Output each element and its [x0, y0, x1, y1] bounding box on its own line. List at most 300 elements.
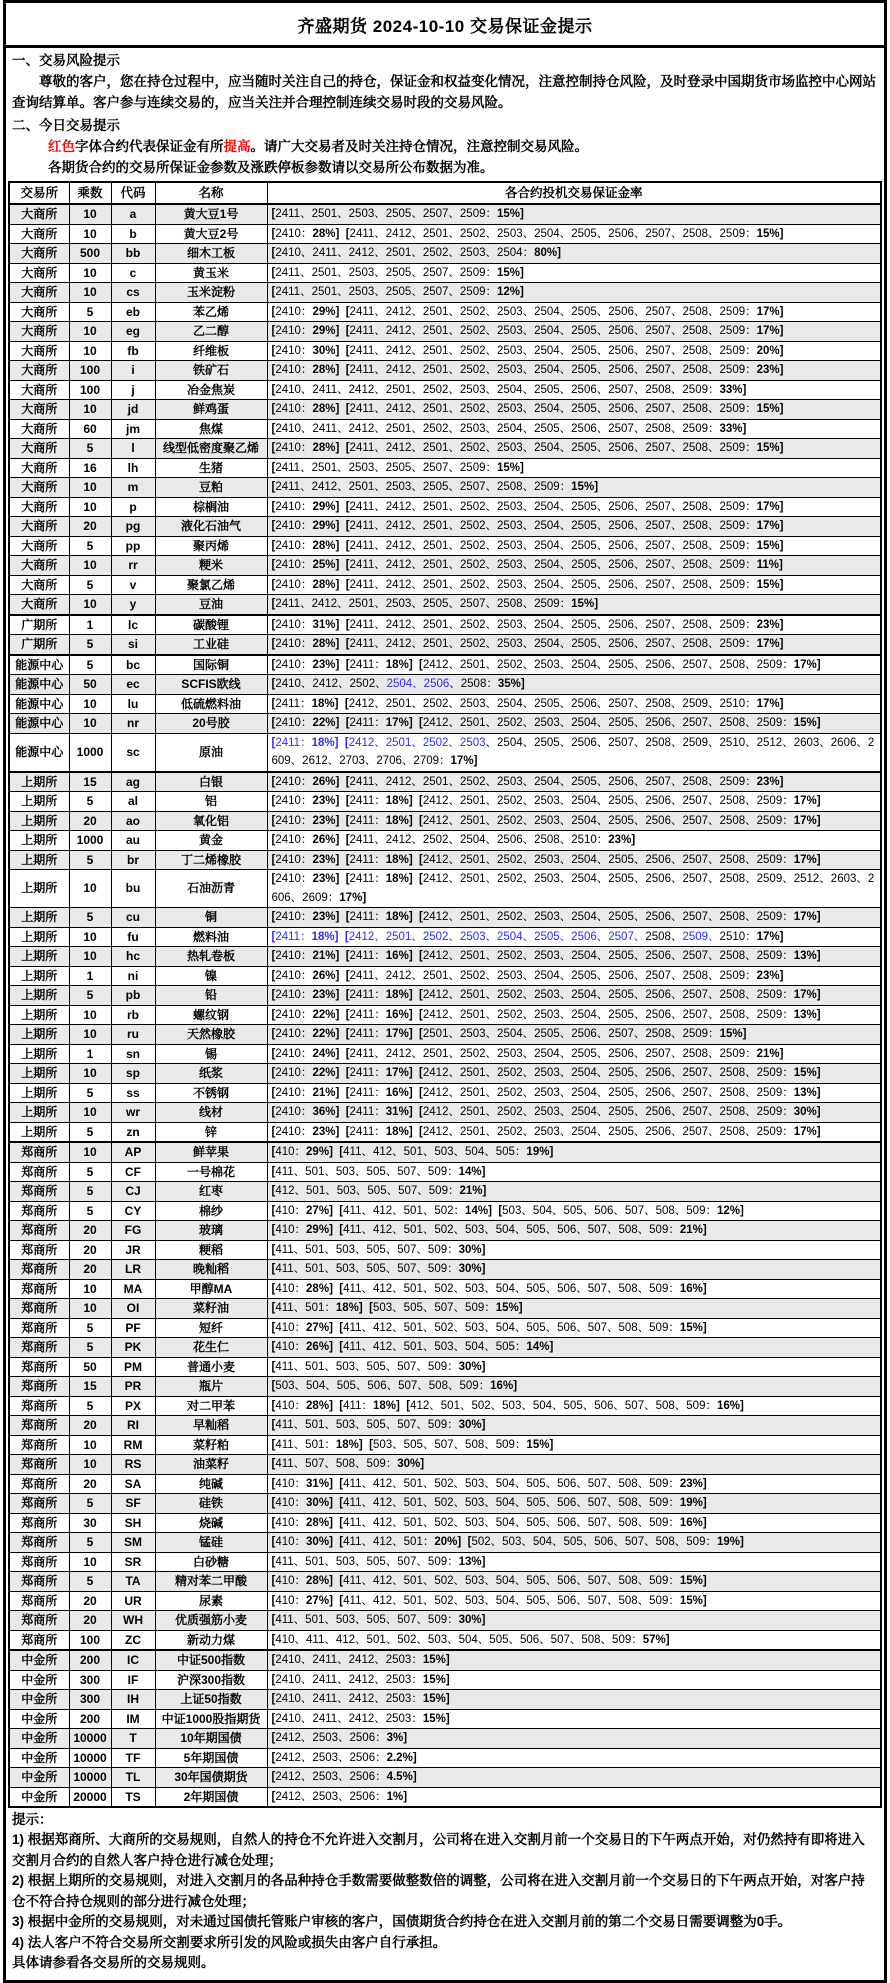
table-row — [9, 694, 881, 714]
code-cell: T — [111, 1729, 155, 1749]
name-cell: 乙二醇 — [155, 322, 267, 342]
table-row — [9, 478, 881, 498]
close-bracket: ] — [335, 717, 340, 729]
code-cell: pb — [111, 986, 155, 1006]
margin-percentage: 15% — [756, 539, 780, 552]
name-cell: 2年期国债 — [155, 1787, 267, 1807]
open-bracket: [ — [271, 461, 276, 474]
margin-percentage: 18% — [311, 697, 335, 710]
table-row — [9, 458, 881, 478]
margin-percentage: 30% — [458, 1614, 482, 1626]
margin-percentage: 17% — [339, 891, 363, 904]
close-bracket: ] — [520, 266, 524, 279]
exchange-cell: 能源中心 — [9, 655, 69, 675]
contract-months: 2412、2503、2506： — [275, 1732, 387, 1744]
margin-percentage: 15% — [422, 1673, 446, 1686]
colon: ： — [439, 755, 451, 767]
code-cell: au — [111, 831, 155, 851]
close-bracket: ] — [335, 559, 340, 571]
table-row — [9, 302, 881, 322]
name-cell: 铜 — [155, 908, 267, 928]
code-cell: OI — [111, 1299, 155, 1319]
exchange-cell: 上期所 — [9, 811, 69, 831]
name-cell: 纤维板 — [155, 341, 267, 361]
table-row — [9, 927, 881, 947]
colon: ： — [486, 678, 498, 690]
open-bracket: [ — [345, 1067, 350, 1079]
contract-months: 2410： — [275, 853, 313, 866]
margin-cell — [267, 635, 881, 655]
close-bracket: ] — [334, 697, 339, 710]
name-cell: 原油 — [155, 733, 267, 772]
exchange-cell: 大商所 — [9, 439, 69, 459]
code-cell: JR — [111, 1240, 155, 1260]
close-bracket: ] — [335, 500, 340, 513]
multiplier-cell: 20 — [69, 1260, 111, 1280]
open-bracket: [ — [271, 539, 276, 552]
contract-months: 410： — [275, 1321, 307, 1334]
name-cell: 铝 — [155, 792, 267, 812]
contract-months: 410： — [275, 1282, 307, 1295]
open-bracket: [ — [271, 1751, 276, 1764]
open-bracket: [ — [339, 1282, 344, 1295]
table-row — [9, 419, 881, 439]
open-bracket: [ — [271, 638, 276, 650]
multiplier-cell: 300 — [69, 1670, 111, 1690]
contract-months: 410： — [275, 1536, 307, 1548]
table-row — [9, 1396, 881, 1416]
close-bracket: ] — [702, 1516, 707, 1529]
open-bracket: [ — [419, 814, 423, 827]
table-row — [9, 831, 881, 851]
close-bracket: ] — [549, 1341, 554, 1353]
contract-months: 2410： — [275, 814, 313, 827]
code-cell: bc — [111, 655, 155, 675]
close-bracket: ] — [329, 1282, 333, 1295]
table-row — [9, 1240, 881, 1260]
open-bracket: [ — [271, 1263, 276, 1275]
contract-months: 2411、2412、2501、2503、2505、2507、2508、2509： — [275, 598, 572, 610]
close-bracket: ] — [408, 989, 413, 1001]
multiplier-cell: 10 — [69, 1103, 111, 1123]
table-row — [9, 1630, 881, 1650]
multiplier-cell: 200 — [69, 1650, 111, 1670]
open-bracket: [ — [271, 1282, 276, 1295]
margin-percentage: 29% — [312, 520, 336, 532]
margin-percentage: 23% — [312, 658, 336, 671]
open-bracket: [ — [271, 618, 276, 631]
margin-percentage: 18% — [385, 853, 409, 866]
margin-cell — [267, 478, 881, 498]
close-bracket: ] — [779, 638, 784, 650]
table-row — [9, 850, 881, 870]
note-item: 1) 根据郑商所、大商所的交易规则，自然人的持仓不允许进入交割月，公司将在进入交割月前一个交易日的下午两点开始，对仍然持有即将进入交割月合约的自然人客户持仓进行减仓处理； — [12, 1832, 865, 1868]
multiplier-cell: 10000 — [69, 1768, 111, 1788]
open-bracket: [ — [271, 1028, 276, 1040]
open-bracket: [ — [345, 305, 350, 318]
contract-months: 2410： — [275, 775, 313, 788]
exchange-cell: 郑商所 — [9, 1162, 69, 1182]
contract-months: 2410、2411、2412、2501、2502、2503、2504： — [275, 247, 535, 259]
contract-months: 2411、2412、2501、2502、2503、2504、2505、2506、2507、2508、2509： — [349, 775, 757, 788]
name-cell: 冶金焦炭 — [155, 380, 267, 400]
multiplier-cell: 5 — [69, 536, 111, 556]
open-bracket: [ — [271, 1516, 276, 1529]
code-cell: hc — [111, 947, 155, 967]
open-bracket: [ — [369, 1302, 373, 1314]
close-bracket: ] — [335, 658, 340, 671]
exchange-cell: 郑商所 — [9, 1201, 69, 1221]
contract-months: 2411： — [275, 736, 312, 749]
contract-months: 410： — [275, 1477, 307, 1490]
table-row — [9, 1768, 881, 1788]
margin-percentage: 2.2% — [386, 1751, 413, 1764]
margin-percentage: 18% — [385, 1125, 409, 1138]
open-bracket: [ — [271, 1399, 276, 1412]
contract-months: 2410： — [275, 969, 313, 982]
contract-months: 2412、2501、2502、2503、2504、2505、2506、2507、2508、2509、2510： — [348, 697, 757, 710]
margin-cell — [267, 517, 881, 537]
multiplier-cell: 5 — [69, 1201, 111, 1221]
open-bracket: [ — [271, 1243, 276, 1256]
contract-months: 410： — [275, 1497, 307, 1509]
note-item: 2) 根据上期所的交易规则，对进入交割月的各品种持仓手数需要做整数倍的调整，公司将在进入交割月前一个交易日的下午两点开始，对客户持仓不符合持仓规则的部分进行减仓处理； — [12, 1873, 865, 1909]
contract-months: 2410、2411、2412、2503： — [275, 1693, 423, 1705]
close-bracket: ] — [779, 559, 783, 571]
multiplier-cell: 16 — [69, 458, 111, 478]
exchange-cell: 大商所 — [9, 341, 69, 361]
open-bracket: [ — [345, 559, 350, 571]
code-cell: i — [111, 361, 155, 381]
close-bracket: ] — [779, 305, 784, 318]
close-bracket: ] — [742, 422, 747, 435]
open-bracket: [ — [419, 853, 423, 866]
close-bracket: ] — [816, 1008, 821, 1021]
margin-cell — [267, 302, 881, 322]
close-bracket: ] — [779, 969, 784, 982]
open-bracket: [ — [345, 658, 350, 671]
code-cell: IH — [111, 1690, 155, 1710]
multiplier-cell: 10 — [69, 595, 111, 615]
close-bracket: ] — [779, 325, 784, 337]
multiplier-cell: 10 — [69, 1064, 111, 1084]
name-cell: 镍 — [155, 966, 267, 986]
contract-months: 411、412、501、502、503、504、505、506、507、508、509： — [343, 1516, 680, 1529]
contract-months: 2411： — [349, 853, 386, 866]
margin-cell — [267, 1416, 881, 1436]
exchange-cell: 能源中心 — [9, 675, 69, 695]
code-cell: pp — [111, 536, 155, 556]
contract-months: 411、412、501、502、503、504、505、506、507、508、509： — [343, 1321, 680, 1334]
close-bracket: ] — [481, 1243, 486, 1256]
open-bracket: [ — [419, 989, 423, 1001]
close-bracket: ] — [335, 227, 340, 240]
header-name: 名称 — [155, 182, 267, 204]
table-row — [9, 1572, 881, 1592]
table-row — [9, 361, 881, 381]
open-bracket: [ — [498, 1204, 503, 1217]
contract-months: 2412、2501、2502、2503、2504、2505、2506、2507、2508、2509： — [422, 717, 794, 729]
contract-months: 2410： — [275, 1008, 313, 1021]
close-bracket: ] — [481, 1614, 486, 1626]
name-cell: 线型低密度聚乙烯 — [155, 439, 267, 459]
table-row — [9, 870, 881, 908]
close-bracket: ] — [335, 539, 340, 552]
contract-months: 2412、2503、2506： — [275, 1771, 387, 1783]
code-cell: lu — [111, 694, 155, 714]
margin-cell — [267, 772, 881, 792]
table-row — [9, 1142, 881, 1162]
code-cell: bu — [111, 870, 155, 908]
margin-percentage: 21% — [312, 950, 336, 962]
exchange-cell: 郑商所 — [9, 1142, 69, 1162]
table-row — [9, 1064, 881, 1084]
contract-months: 410： — [275, 1146, 307, 1158]
close-bracket: ] — [702, 1594, 707, 1607]
margin-percentage: 15% — [526, 1438, 550, 1451]
contract-months: 2411： — [349, 1125, 386, 1138]
contract-months: 2411、2412、2501、2502、2503、2504、2505、2506、2507、2508、2509： — [349, 539, 757, 552]
margin-percentage: 16% — [385, 1008, 409, 1021]
open-bracket: [ — [271, 1614, 276, 1626]
close-bracket: ] — [740, 1204, 744, 1217]
margin-percentage: 30% — [458, 1360, 482, 1373]
contract-months: 2411、2412、2501、2502、2503、2504、2505、2506、2507、2508、2509： — [349, 344, 757, 357]
margin-percentage: 17% — [793, 795, 817, 807]
name-cell: 5年期国债 — [155, 1748, 267, 1768]
open-bracket: [ — [339, 1146, 344, 1158]
code-cell: TF — [111, 1748, 155, 1768]
contract-months: 2412、2501、2502、2503、2504、2505、2506、2507、2508、2509： — [422, 853, 794, 866]
open-bracket: [ — [271, 1497, 276, 1509]
table-row — [9, 1182, 881, 1202]
table-row — [9, 1591, 881, 1611]
close-bracket: ] — [335, 834, 340, 846]
multiplier-cell: 20 — [69, 1240, 111, 1260]
multiplier-cell: 10 — [69, 322, 111, 342]
open-bracket: [ — [345, 1008, 350, 1021]
margin-percentage: 19% — [716, 1536, 740, 1548]
margin-cell — [267, 1260, 881, 1280]
code-cell: jm — [111, 419, 155, 439]
table-row — [9, 536, 881, 556]
margin-percentage: 17% — [385, 717, 409, 729]
open-bracket: [ — [345, 638, 350, 650]
close-bracket: ] — [335, 1008, 340, 1021]
multiplier-cell: 5 — [69, 1318, 111, 1338]
contract-months: 411、501： — [275, 1302, 336, 1314]
close-bracket: ] — [513, 1380, 518, 1392]
margin-percentage: 28% — [312, 442, 336, 454]
close-bracket: ] — [329, 1516, 333, 1529]
margin-percentage: 18% — [385, 658, 409, 671]
contract-months: 2411、2412、2501、2502、2503、2504、2505、2506、2507、2508、2509： — [349, 618, 757, 631]
margin-percentage: 4.5% — [386, 1771, 413, 1783]
contract-months: 2410、2412、2502、 — [275, 678, 387, 690]
open-bracket: [ — [271, 1575, 276, 1587]
exchange-cell: 大商所 — [9, 419, 69, 439]
name-cell: 白银 — [155, 772, 267, 792]
exchange-cell: 上期所 — [9, 927, 69, 947]
margin-cell — [267, 595, 881, 615]
colon: ： — [745, 930, 757, 943]
contract-months: 2411、2412、2501、2502、2503、2504、2505、2506、2507、2508、2509： — [349, 559, 757, 571]
table-row — [9, 1435, 881, 1455]
margin-percentage: 33% — [719, 383, 743, 396]
contract-months: 2411： — [349, 1086, 386, 1099]
table-row — [9, 1729, 881, 1749]
notice-text: 字体合约代表保证金有所 — [75, 139, 224, 154]
margin-cell — [267, 1064, 881, 1084]
open-bracket: [ — [271, 1321, 276, 1334]
margin-cell — [267, 655, 881, 675]
contract-months: 411、412、501、502、503、504、505、506、507、508、509： — [343, 1477, 680, 1490]
margin-cell — [267, 1044, 881, 1064]
close-bracket: ] — [408, 873, 413, 885]
exchange-cell: 郑商所 — [9, 1338, 69, 1358]
exchange-cell: 上期所 — [9, 1122, 69, 1142]
margin-percentage: 28% — [312, 227, 336, 240]
open-bracket: [ — [271, 1360, 276, 1373]
name-cell: 沪深300指数 — [155, 1670, 267, 1690]
multiplier-cell: 10 — [69, 1005, 111, 1025]
open-bracket: [ — [271, 930, 276, 943]
name-cell: 早籼稻 — [155, 1416, 267, 1436]
open-bracket: [ — [271, 814, 276, 827]
close-bracket: ] — [335, 325, 340, 337]
exchange-cell: 大商所 — [9, 536, 69, 556]
close-bracket: ] — [557, 247, 561, 259]
name-cell: 细木工板 — [155, 244, 267, 264]
close-bracket: ] — [779, 697, 784, 710]
code-cell: SA — [111, 1474, 155, 1494]
close-bracket: ] — [779, 403, 784, 415]
close-bracket: ] — [518, 1302, 523, 1314]
close-bracket: ] — [335, 950, 340, 962]
table-row — [9, 497, 881, 517]
contract-months: 2510 — [719, 930, 746, 943]
code-cell: eg — [111, 322, 155, 342]
margin-percentage: 23% — [312, 1125, 336, 1138]
code-cell: p — [111, 497, 155, 517]
contract-months: 2410： — [275, 539, 313, 552]
margin-cell — [267, 1083, 881, 1103]
contract-months: 2411： — [349, 873, 386, 885]
margin-percentage: 22% — [312, 1008, 336, 1021]
exchange-cell: 郑商所 — [9, 1591, 69, 1611]
red-highlight-text: 提高 — [223, 139, 251, 154]
multiplier-cell: 5 — [69, 792, 111, 812]
contract-months: 2411、2412、2501、2502、2503、2504、2505、2506、2507、2508、2509： — [349, 227, 757, 240]
close-bracket: ] — [779, 539, 784, 552]
close-bracket: ] — [594, 481, 599, 493]
multiplier-cell: 50 — [69, 1357, 111, 1377]
open-bracket: [ — [271, 1047, 276, 1060]
margin-percentage: 26% — [312, 969, 336, 982]
table-row — [9, 575, 881, 595]
margin-percentage: 17% — [793, 1125, 817, 1138]
contract-months: 2411、2412、2501、2502、2503、2504、2505、2506、2507、2508、2509： — [349, 364, 757, 376]
margin-percentage: 30% — [793, 1106, 817, 1118]
exchange-cell: 能源中心 — [9, 694, 69, 714]
name-cell: 焦煤 — [155, 419, 267, 439]
code-cell: SH — [111, 1513, 155, 1533]
margin-cell — [267, 966, 881, 986]
table-row — [9, 380, 881, 400]
margin-percentage: 17% — [385, 1067, 409, 1079]
code-cell: UR — [111, 1591, 155, 1611]
margin-percentage: 20% — [756, 344, 780, 357]
margin-percentage: 13% — [793, 1086, 817, 1099]
name-cell: 短纤 — [155, 1318, 267, 1338]
exchange-cell: 郑商所 — [9, 1435, 69, 1455]
exchange-cell: 广期所 — [9, 615, 69, 635]
code-cell: wr — [111, 1103, 155, 1123]
close-bracket: ] — [740, 1399, 744, 1412]
open-bracket: [ — [419, 1008, 423, 1021]
close-bracket: ] — [481, 1419, 486, 1431]
margin-percentage: 17% — [756, 638, 780, 650]
margin-percentage: 31% — [312, 618, 336, 631]
contract-months: 412、501、502、503、504、505、506、507、508、509： — [410, 1399, 717, 1412]
name-cell: 线材 — [155, 1103, 267, 1123]
contract-months: 2411、2412、2501、2502、2503、2504、2505、2506、2507、2508、2509： — [349, 578, 757, 591]
contract-months: 2411、2501、2503、2505、2507、2509： — [275, 208, 497, 220]
contract-months: 2410： — [275, 520, 313, 532]
code-cell: c — [111, 263, 155, 283]
margin-cell — [267, 1357, 881, 1377]
close-bracket: ] — [481, 1555, 486, 1568]
open-bracket: [ — [271, 697, 276, 710]
close-bracket: ] — [335, 1125, 340, 1138]
margin-percentage: 13% — [793, 950, 817, 962]
margin-cell — [267, 536, 881, 556]
name-cell: 甲醇MA — [155, 1279, 267, 1299]
exchange-cell: 上期所 — [9, 1064, 69, 1084]
open-bracket: [ — [345, 344, 350, 357]
exchange-cell: 大商所 — [9, 263, 69, 283]
name-cell: SCFIS欧线 — [155, 675, 267, 695]
open-bracket: [ — [419, 1086, 423, 1099]
multiplier-cell: 10 — [69, 870, 111, 908]
close-bracket: ] — [358, 1438, 363, 1451]
multiplier-cell: 1000 — [69, 831, 111, 851]
margin-percentage: 30% — [312, 344, 336, 357]
name-cell: 豆粕 — [155, 478, 267, 498]
header-code: 代码 — [111, 182, 155, 204]
open-bracket: [ — [339, 1399, 344, 1412]
contract-months: 2411： — [275, 930, 312, 943]
contract-months: 2410： — [275, 442, 313, 454]
table-row — [9, 283, 881, 303]
margin-percentage: 27% — [306, 1204, 330, 1217]
contract-months: 2410： — [275, 500, 313, 513]
code-cell: br — [111, 850, 155, 870]
margin-percentage: 19% — [679, 1497, 703, 1509]
close-bracket: ] — [335, 1086, 340, 1099]
multiplier-cell: 50 — [69, 675, 111, 695]
risk-section-body: 尊敬的客户，您在持仓过程中，应当随时关注自己的持仓，保证金和权益变化情况，注意控制持仓风险，及时登录中国期货市场监控中心网站查询结算单。客户参与连续交易的，应当关注并合理控制连续交易时段的交易风险。 — [12, 74, 876, 110]
margin-percentage: 24% — [312, 1047, 336, 1060]
margin-percentage: 16% — [385, 950, 409, 962]
contract-months: 2411： — [349, 658, 386, 671]
exchange-cell: 大商所 — [9, 400, 69, 420]
open-bracket: [ — [271, 1693, 276, 1705]
contract-months: 503、505、507、508、509： — [372, 1438, 527, 1451]
margin-percentage: 19% — [526, 1146, 550, 1158]
table-row — [9, 224, 881, 244]
margin-percentage: 15% — [497, 208, 521, 220]
